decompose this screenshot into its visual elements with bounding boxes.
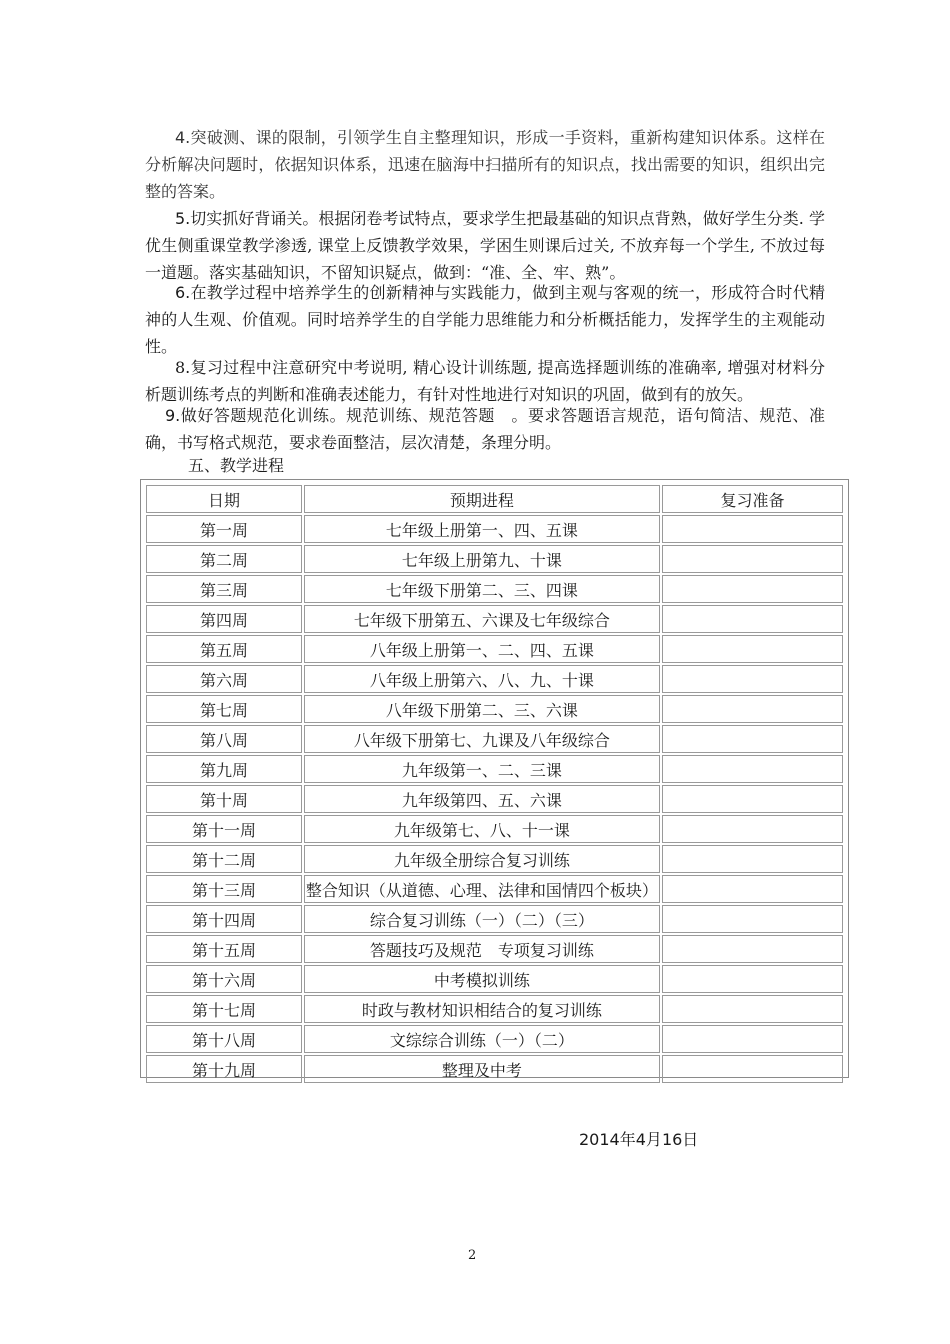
cell-prep <box>662 545 843 573</box>
cell-week: 第四周 <box>146 605 302 633</box>
paragraph-text: 切实抓好背诵关。根据闭卷考试特点，要求学生把最基础的知识点背熟，做好学生分类. 学优生侧重课堂教学渗透, 课堂上反馈教学效果，学困生则课后过关, 不放弃每一个学生, 不放过每一道题。落实基础知识，不留知识疑点，做到：“准、全、牢、熟”。 <box>145 209 825 282</box>
paragraph-4 <box>145 124 825 205</box>
table-row <box>146 965 843 993</box>
date-day: 16 <box>661 1130 683 1149</box>
cell-plan: 整理及中考 <box>304 1055 660 1083</box>
cell-week: 第六周 <box>146 665 302 693</box>
table-row <box>146 995 843 1023</box>
cell-week: 第十七周 <box>146 995 302 1023</box>
cell-prep <box>662 755 843 783</box>
table-row <box>146 905 843 933</box>
table-row <box>146 545 843 573</box>
cell-prep <box>662 725 843 753</box>
paragraph-text: 在教学过程中培养学生的创新精神与实践能力，做到主观与客观的统一，形成符合时代精神的人生观、价值观。同时培养学生的自学能力思维能力和分析概括能力，发挥学生的主观能动性。 <box>145 283 825 356</box>
paragraph-number: 8. <box>175 358 191 377</box>
cell-plan: 七年级上册第一、四、五课 <box>304 515 660 543</box>
cell-plan: 八年级上册第六、八、九、十课 <box>304 665 660 693</box>
paragraph-number: 6. <box>175 283 191 302</box>
table-row <box>146 785 843 813</box>
table-row <box>146 815 843 843</box>
date-month-unit: 月 <box>645 1130 662 1149</box>
cell-week: 第三周 <box>146 575 302 603</box>
cell-week: 第一周 <box>146 515 302 543</box>
paragraph-5 <box>145 205 825 286</box>
date-day-unit: 日 <box>682 1130 699 1149</box>
date-year: 2014 <box>579 1130 620 1149</box>
cell-plan: 九年级第一、二、三课 <box>304 755 660 783</box>
cell-week: 第十五周 <box>146 935 302 963</box>
cell-prep <box>662 995 843 1023</box>
cell-plan: 七年级上册第九、十课 <box>304 545 660 573</box>
cell-plan: 文综综合训练（一）（二） <box>304 1025 660 1053</box>
table-header-row <box>146 485 843 513</box>
table-body <box>146 515 843 1083</box>
paragraph-text: 突破测、课的限制，引领学生自主整理知识，形成一手资料，重新构建知识体系。这样在分析解决问题时，依据知识体系，迅速在脑海中扫描所有的知识点，找出需要的知识，组织出完整的答案。 <box>145 128 825 201</box>
cell-week: 第十九周 <box>146 1055 302 1083</box>
cell-week: 第十一周 <box>146 815 302 843</box>
cell-prep <box>662 965 843 993</box>
table-row <box>146 575 843 603</box>
table-row <box>146 875 843 903</box>
page-number: 2 <box>468 1248 477 1263</box>
paragraph-6 <box>145 279 825 360</box>
table-row <box>146 845 843 873</box>
paragraph-number: 4. <box>175 128 191 147</box>
cell-plan: 八年级下册第七、九课及八年级综合 <box>304 725 660 753</box>
cell-prep <box>662 635 843 663</box>
cell-week: 第十四周 <box>146 905 302 933</box>
cell-plan: 七年级下册第二、三、四课 <box>304 575 660 603</box>
cell-plan: 中考模拟训练 <box>304 965 660 993</box>
cell-prep <box>662 605 843 633</box>
cell-week: 第二周 <box>146 545 302 573</box>
cell-prep <box>662 695 843 723</box>
paragraph-9 <box>145 402 825 456</box>
cell-plan: 九年级第四、五、六课 <box>304 785 660 813</box>
header-date: 日期 <box>146 485 302 513</box>
schedule-table-frame <box>140 479 849 1078</box>
cell-week: 第五周 <box>146 635 302 663</box>
section-title: 五、教学进程 <box>188 456 285 475</box>
cell-week: 第十六周 <box>146 965 302 993</box>
cell-prep <box>662 1055 843 1083</box>
cell-week: 第十周 <box>146 785 302 813</box>
cell-prep <box>662 875 843 903</box>
cell-prep <box>662 815 843 843</box>
cell-week: 第十三周 <box>146 875 302 903</box>
cell-week: 第七周 <box>146 695 302 723</box>
cell-prep <box>662 1025 843 1053</box>
schedule-table <box>144 483 845 1085</box>
table-row <box>146 755 843 783</box>
cell-plan: 八年级下册第二、三、六课 <box>304 695 660 723</box>
cell-prep <box>662 575 843 603</box>
cell-plan: 八年级上册第一、二、四、五课 <box>304 635 660 663</box>
cell-week: 第十二周 <box>146 845 302 873</box>
cell-prep <box>662 845 843 873</box>
paragraph-number: 9. <box>165 406 181 425</box>
cell-plan: 整合知识（从道德、心理、法律和国情四个板块） <box>304 875 660 903</box>
table-row <box>146 725 843 753</box>
cell-week: 第十八周 <box>146 1025 302 1053</box>
table-row <box>146 935 843 963</box>
paragraph-8 <box>145 354 825 408</box>
cell-prep <box>662 935 843 963</box>
cell-plan: 九年级第七、八、十一课 <box>304 815 660 843</box>
cell-prep <box>662 515 843 543</box>
cell-prep <box>662 785 843 813</box>
header-plan: 预期进程 <box>304 485 660 513</box>
table-row <box>146 1025 843 1053</box>
header-prep: 复习准备 <box>662 485 843 513</box>
date-month: 4 <box>635 1130 646 1149</box>
cell-plan: 综合复习训练（一）（二）（三） <box>304 905 660 933</box>
table-row <box>146 1055 843 1083</box>
paragraph-text: 做好答题规范化训练。规范训练、规范答题 。要求答题语言规范，语句简洁、规范、准确，书写格式规范，要求卷面整洁，层次清楚，条理分明。 <box>145 406 825 452</box>
cell-week: 第八周 <box>146 725 302 753</box>
cell-plan: 九年级全册综合复习训练 <box>304 845 660 873</box>
table-row <box>146 695 843 723</box>
cell-plan: 七年级下册第五、六课及七年级综合 <box>304 605 660 633</box>
document-date <box>579 1129 698 1151</box>
cell-week: 第九周 <box>146 755 302 783</box>
paragraph-number: 5. <box>175 209 191 228</box>
cell-plan: 答题技巧及规范 专项复习训练 <box>304 935 660 963</box>
table-row <box>146 515 843 543</box>
date-year-unit: 年 <box>619 1130 636 1149</box>
table-row <box>146 665 843 693</box>
paragraph-text: 复习过程中注意研究中考说明, 精心设计训练题, 提高选择题训练的准确率, 增强对材料分析题训练考点的判断和准确表述能力，有针对性地进行对知识的巩固，做到有的放矢。 <box>145 358 825 404</box>
cell-plan: 时政与教材知识相结合的复习训练 <box>304 995 660 1023</box>
cell-prep <box>662 905 843 933</box>
cell-prep <box>662 665 843 693</box>
table-row <box>146 605 843 633</box>
table-row <box>146 635 843 663</box>
